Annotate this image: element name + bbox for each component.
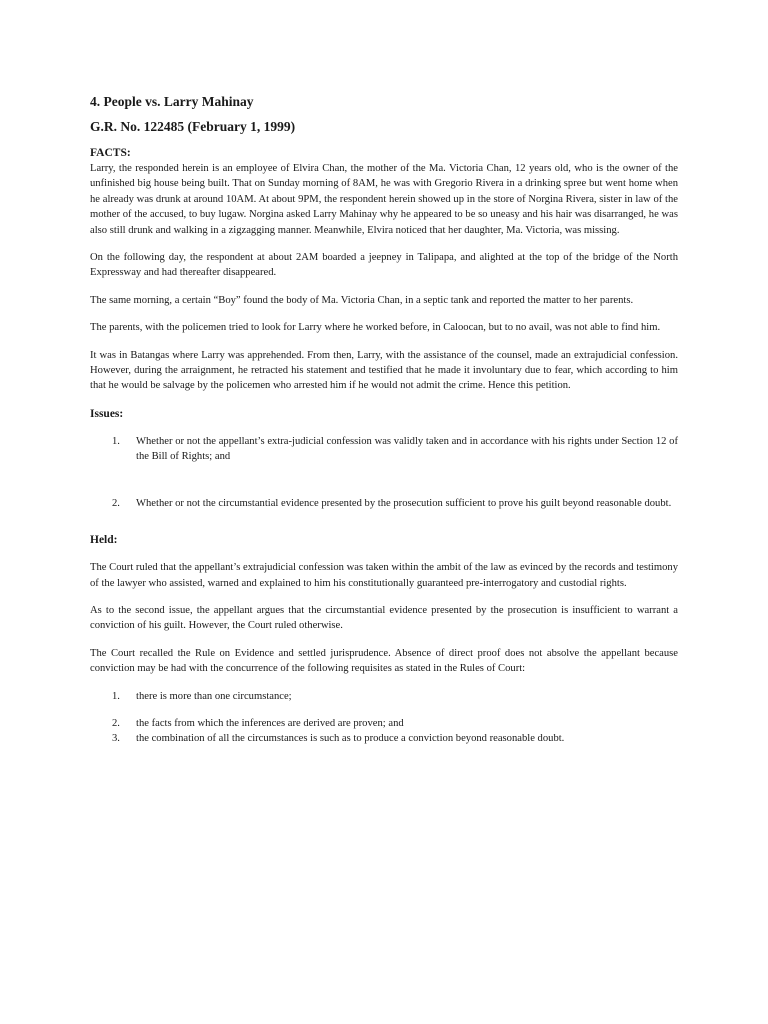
- case-title: 4. People vs. Larry Mahinay: [90, 94, 254, 109]
- requisite-item: [90, 716, 678, 731]
- facts-paragraph: The same morning, a certain “Boy” found the body of Ma. Victoria Chan, in a septic tank and reported the matter to her parents.: [90, 294, 634, 306]
- held-paragraph: The Court recalled the Rule on Evidence and settled jurisprudence. Absence of direct proof does not absolve the appellant because conviction may be had with the concurrence of the following requisites as stated in the Rules of Court:: [90, 647, 678, 675]
- case-gr-number: G.R. No. 122485 (February 1, 1999): [90, 119, 296, 134]
- requisites-list: [90, 689, 678, 747]
- requisite-number: 2.: [112, 717, 120, 729]
- issues-heading: Issues:: [90, 407, 124, 420]
- issue-number: 1.: [112, 435, 120, 447]
- requisite-number: 3.: [112, 733, 120, 745]
- issue-text: Whether or not the circumstantial evidence presented by the prosecution sufficient to prove his guilt beyond reasonable doubt.: [136, 497, 672, 509]
- facts-paragraph: The parents, with the policemen tried to look for Larry where he worked before, in Caloocan, but to no avail, was not able to find him.: [90, 322, 661, 334]
- document-page: [90, 93, 678, 747]
- requisite-text: the facts from which the inferences are derived are proven; and: [136, 717, 404, 729]
- issue-number: 2.: [112, 497, 120, 509]
- facts-paragraph: Larry, the responded herein is an employee of Elvira Chan, the mother of the Ma. Victoria Chan, 12 years old, who is the owner of the unfinished big house being built. That on Sunday morning of 8AM, he was with Gregorio Rivera in a drinking spree but went home when he already was drunk at around 10AM. At about 9PM, the respondent herein showed up in the store of Norgina Rivera, sister in law of the mother of the accused, to buy lugaw. Norgina asked Larry Mahinay why he appeared to be so uneasy and his hair was disarranged, he was also still drunk and walking in a zigzagging manner. Meanwhile, Elvira noticed that her daughter, Ma. Victoria, was missing.: [90, 163, 678, 236]
- facts-paragraph: It was in Batangas where Larry was apprehended. From then, Larry, with the assistance of the counsel, made an extrajudicial confession. However, during the arraignment, he retracted his statement and testified that he made it involuntary due to fear, which according to him that he would be salvage by the policemen who arrested him if he would not admit the crime. Hence this petition.: [90, 349, 678, 392]
- requisite-text: there is more than one circumstance;: [136, 690, 292, 702]
- held-paragraph: The Court ruled that the appellant’s extrajudicial confession was taken within the ambit of the law as evinced by the records and testimony of the lawyer who assisted, warned and explained to him his constitutionally guaranteed pre-interrogatory and custodial rights.: [90, 562, 678, 589]
- requisite-text: the combination of all the circumstances is such as to produce a conviction beyond reasonable doubt.: [136, 733, 565, 745]
- issue-item: [90, 496, 678, 511]
- requisite-item: [90, 689, 678, 704]
- held-heading: Held:: [90, 534, 118, 547]
- issues-list: [90, 434, 678, 511]
- facts-heading: FACTS:: [90, 147, 131, 159]
- held-paragraph: As to the second issue, the appellant argues that the circumstantial evidence presented by the prosecution is insufficient to warrant a conviction of his guilt. However, the Court ruled otherwise.: [90, 604, 678, 632]
- requisite-number: 1.: [112, 690, 120, 702]
- issue-text: Whether or not the appellant’s extra-judicial confession was validly taken and in accordance with his rights under Section 12 of the Bill of Rights; and: [136, 435, 678, 463]
- issue-item: [90, 434, 678, 465]
- requisite-item: [90, 731, 678, 746]
- facts-paragraph: On the following day, the respondent at about 2AM boarded a jeepney in Talipapa, and alighted at the top of the bridge of the North Expressway and had thereafter disappeared.: [90, 252, 678, 279]
